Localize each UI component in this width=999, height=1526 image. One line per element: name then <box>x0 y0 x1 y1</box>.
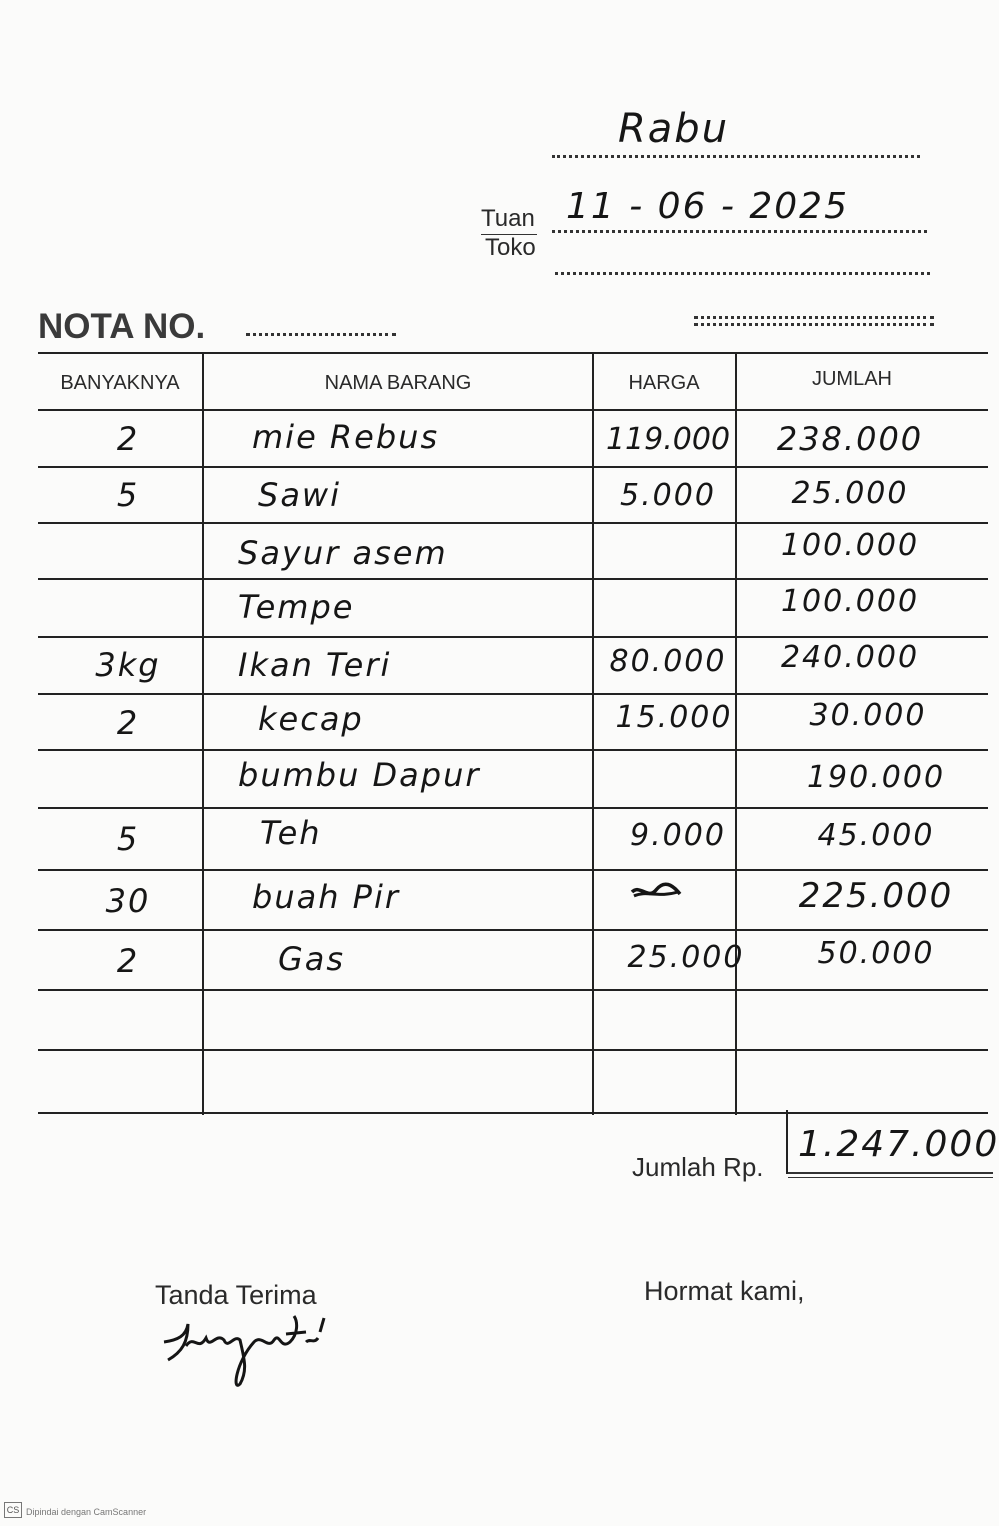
row-price: 9.000 <box>630 818 726 853</box>
row-total: 25.000 <box>791 476 909 511</box>
tuan-dotted-line <box>552 230 927 233</box>
nota-label: NOTA NO. <box>38 307 206 346</box>
table-bottom-line <box>38 1112 988 1114</box>
scribbled-price-mark <box>628 880 684 904</box>
row-name: Tempe <box>238 588 355 626</box>
toko-label: Toko <box>485 234 536 261</box>
row-total: 225.000 <box>798 876 954 916</box>
toko-dotted-line <box>555 272 930 275</box>
row-total: 100.000 <box>780 528 920 563</box>
row-line <box>38 466 988 468</box>
row-name: buah Pir <box>252 878 400 916</box>
col-divider-name <box>592 352 594 1115</box>
row-total: 50.000 <box>817 936 935 971</box>
total-double-underline <box>788 1177 993 1178</box>
row-price: 5.000 <box>620 478 716 513</box>
row-total: 190.000 <box>806 760 946 795</box>
row-qty: 3kg <box>95 646 161 684</box>
row-price: 15.000 <box>615 700 733 735</box>
right-dotted-line-2 <box>694 323 934 326</box>
right-dotted-line-1 <box>694 316 934 319</box>
col-divider-qty <box>202 352 204 1115</box>
day-handwritten: Rabu <box>618 106 730 152</box>
row-name: kecap <box>258 700 364 738</box>
row-name: bumbu Dapur <box>238 756 481 794</box>
day-dotted-line <box>552 155 920 158</box>
total-value: 1.247.000 <box>798 1124 999 1165</box>
header-bottom-line <box>38 409 988 411</box>
row-name: Ikan Teri <box>238 646 392 684</box>
row-name: mie Rebus <box>252 418 440 456</box>
row-qty: 2 <box>116 704 140 742</box>
total-underline <box>788 1172 993 1174</box>
row-line <box>38 636 988 638</box>
row-line <box>38 869 988 871</box>
row-qty: 2 <box>116 420 140 458</box>
row-line <box>38 1049 988 1051</box>
row-qty: 5 <box>116 820 140 858</box>
camscanner-logo: CS <box>4 1502 22 1518</box>
row-price: 25.000 <box>627 940 745 975</box>
date-handwritten: 11 - 06 - 2025 <box>566 186 849 227</box>
row-qty: 2 <box>116 942 140 980</box>
header-price: HARGA <box>628 372 700 394</box>
total-box-left-border <box>786 1110 788 1174</box>
row-line <box>38 522 988 524</box>
row-total: 238.000 <box>776 420 924 458</box>
header-total: JUMLAH <box>811 368 892 390</box>
row-line <box>38 929 988 931</box>
row-name: Teh <box>260 814 322 852</box>
row-line <box>38 578 988 580</box>
signature-handwritten <box>158 1312 348 1402</box>
items-table <box>38 352 988 1117</box>
row-line <box>38 807 988 809</box>
row-name: Sawi <box>258 476 341 514</box>
row-line <box>38 749 988 751</box>
row-total: 30.000 <box>809 698 927 733</box>
header-name: NAMA BARANG <box>324 372 472 394</box>
tuan-label: Tuan <box>481 205 535 232</box>
total-label: Jumlah Rp. <box>632 1152 764 1182</box>
row-line <box>38 989 988 991</box>
row-price: 119.000 <box>605 422 731 457</box>
regards-label: Hormat kami, <box>644 1276 805 1306</box>
received-label: Tanda Terima <box>155 1280 317 1310</box>
row-name: Gas <box>278 940 346 978</box>
row-total: 240.000 <box>780 640 920 675</box>
camscanner-text: Dipindai dengan CamScanner <box>26 1507 147 1517</box>
row-name: Sayur asem <box>238 534 448 572</box>
row-qty: 5 <box>116 476 140 514</box>
header-qty: BANYAKNYA <box>60 372 180 394</box>
table-top-line <box>38 352 988 354</box>
row-price: 80.000 <box>609 644 727 679</box>
nota-dotted-line <box>246 333 396 336</box>
row-line <box>38 693 988 695</box>
row-total: 100.000 <box>780 584 920 619</box>
row-total: 45.000 <box>817 818 935 853</box>
row-qty: 30 <box>105 882 151 920</box>
